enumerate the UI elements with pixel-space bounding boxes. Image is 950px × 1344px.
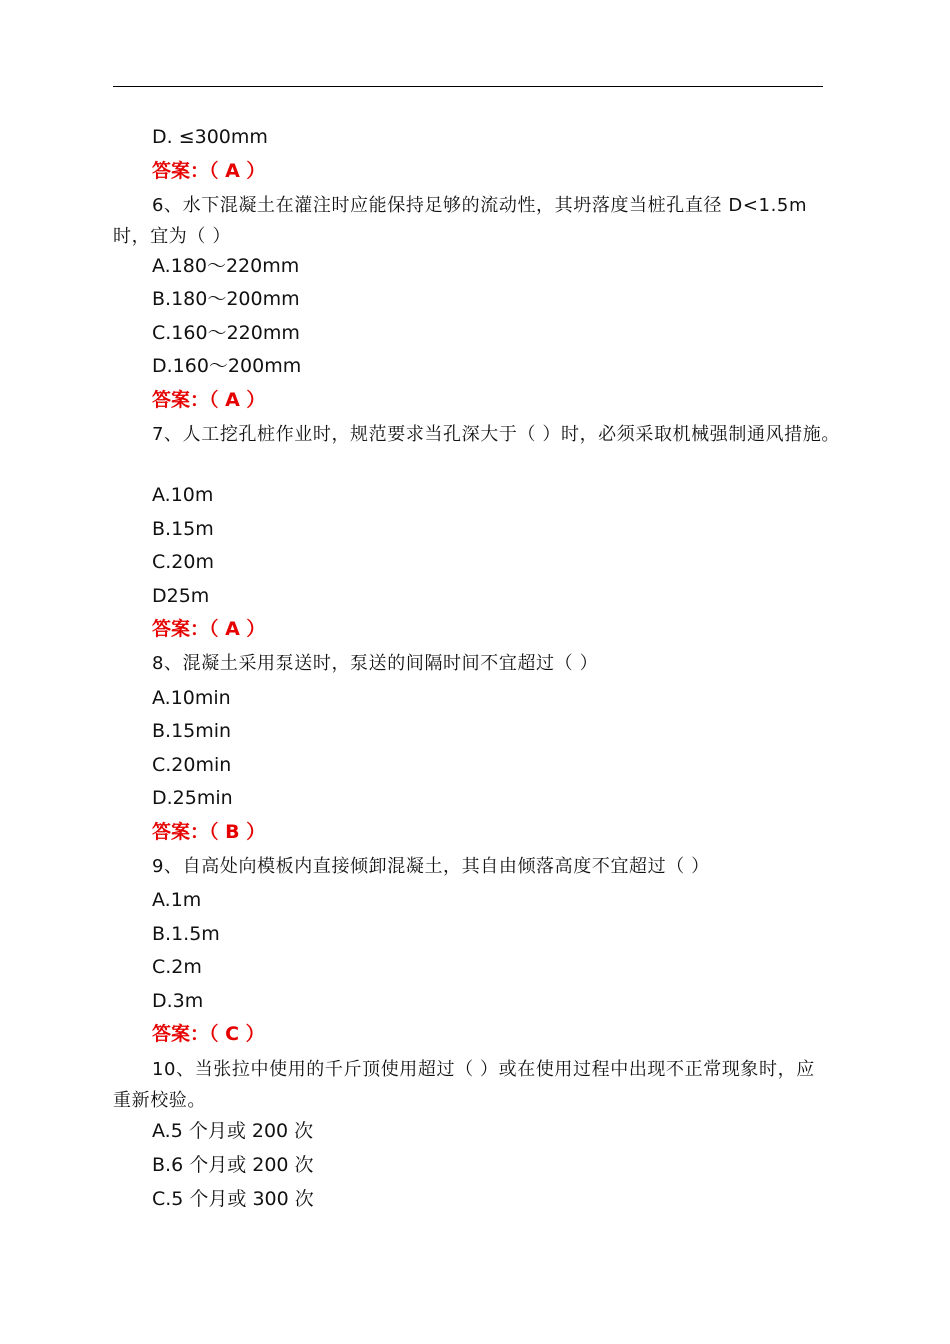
q7-option-b: B.15m: [152, 518, 214, 540]
q8-option-b: B.15min: [152, 720, 232, 742]
q10-option-a: A.5 个月或 200 次: [152, 1120, 314, 1142]
q6-option-c: C.160～220mm: [152, 322, 300, 344]
q5-answer: 答案：（ A ）: [152, 160, 266, 182]
q9-answer: 答案：（ C ）: [152, 1023, 265, 1045]
q8-option-d: D.25min: [152, 787, 233, 809]
q10-option-b: B.6 个月或 200 次: [152, 1154, 314, 1176]
q8-option-c: C.20min: [152, 754, 232, 776]
q6-question: 6、水下混凝土在灌注时应能保持足够的流动性，其坍落度当桩孔直径 D<1.5m 时，宜为（ ）: [113, 195, 808, 247]
q6-answer: 答案：（ A ）: [152, 389, 266, 411]
q9-option-d: D.3m: [152, 990, 204, 1012]
q8-question: 8、混凝土采用泵送时，泵送的间隔时间不宜超过（ ）: [152, 653, 599, 674]
header-rule: [113, 86, 823, 87]
q6-option-a: A.180～220mm: [152, 255, 300, 277]
q7-answer: 答案：（ A ）: [152, 618, 266, 640]
q8-answer: 答案：（ B ）: [152, 821, 266, 843]
q7-question: 7、人工挖孔桩作业时，规范要求当孔深大于（ ）时，必须采取机械强制通风措施。: [152, 424, 840, 445]
q9-option-a: A.1m: [152, 889, 202, 911]
q10-question: 10、当张拉中使用的千斤顶使用超过（ ）或在使用过程中出现不正常现象时，应重新校验。: [113, 1059, 815, 1111]
q10-option-c: C.5 个月或 300 次: [152, 1188, 314, 1210]
q7-option-a: A.10m: [152, 484, 214, 506]
q6-option-b: B.180～200mm: [152, 288, 300, 310]
q5-option-d: D. ≤300mm: [152, 126, 268, 148]
q7-option-d: D25m: [152, 585, 210, 607]
q9-option-c: C.2m: [152, 956, 202, 978]
q7-option-c: C.20m: [152, 551, 214, 573]
q9-option-b: B.1.5m: [152, 923, 220, 945]
q9-question: 9、自高处向模板内直接倾卸混凝土，其自由倾落高度不宜超过（ ）: [152, 856, 710, 877]
q8-option-a: A.10min: [152, 687, 231, 709]
q6-option-d: D.160～200mm: [152, 355, 302, 377]
